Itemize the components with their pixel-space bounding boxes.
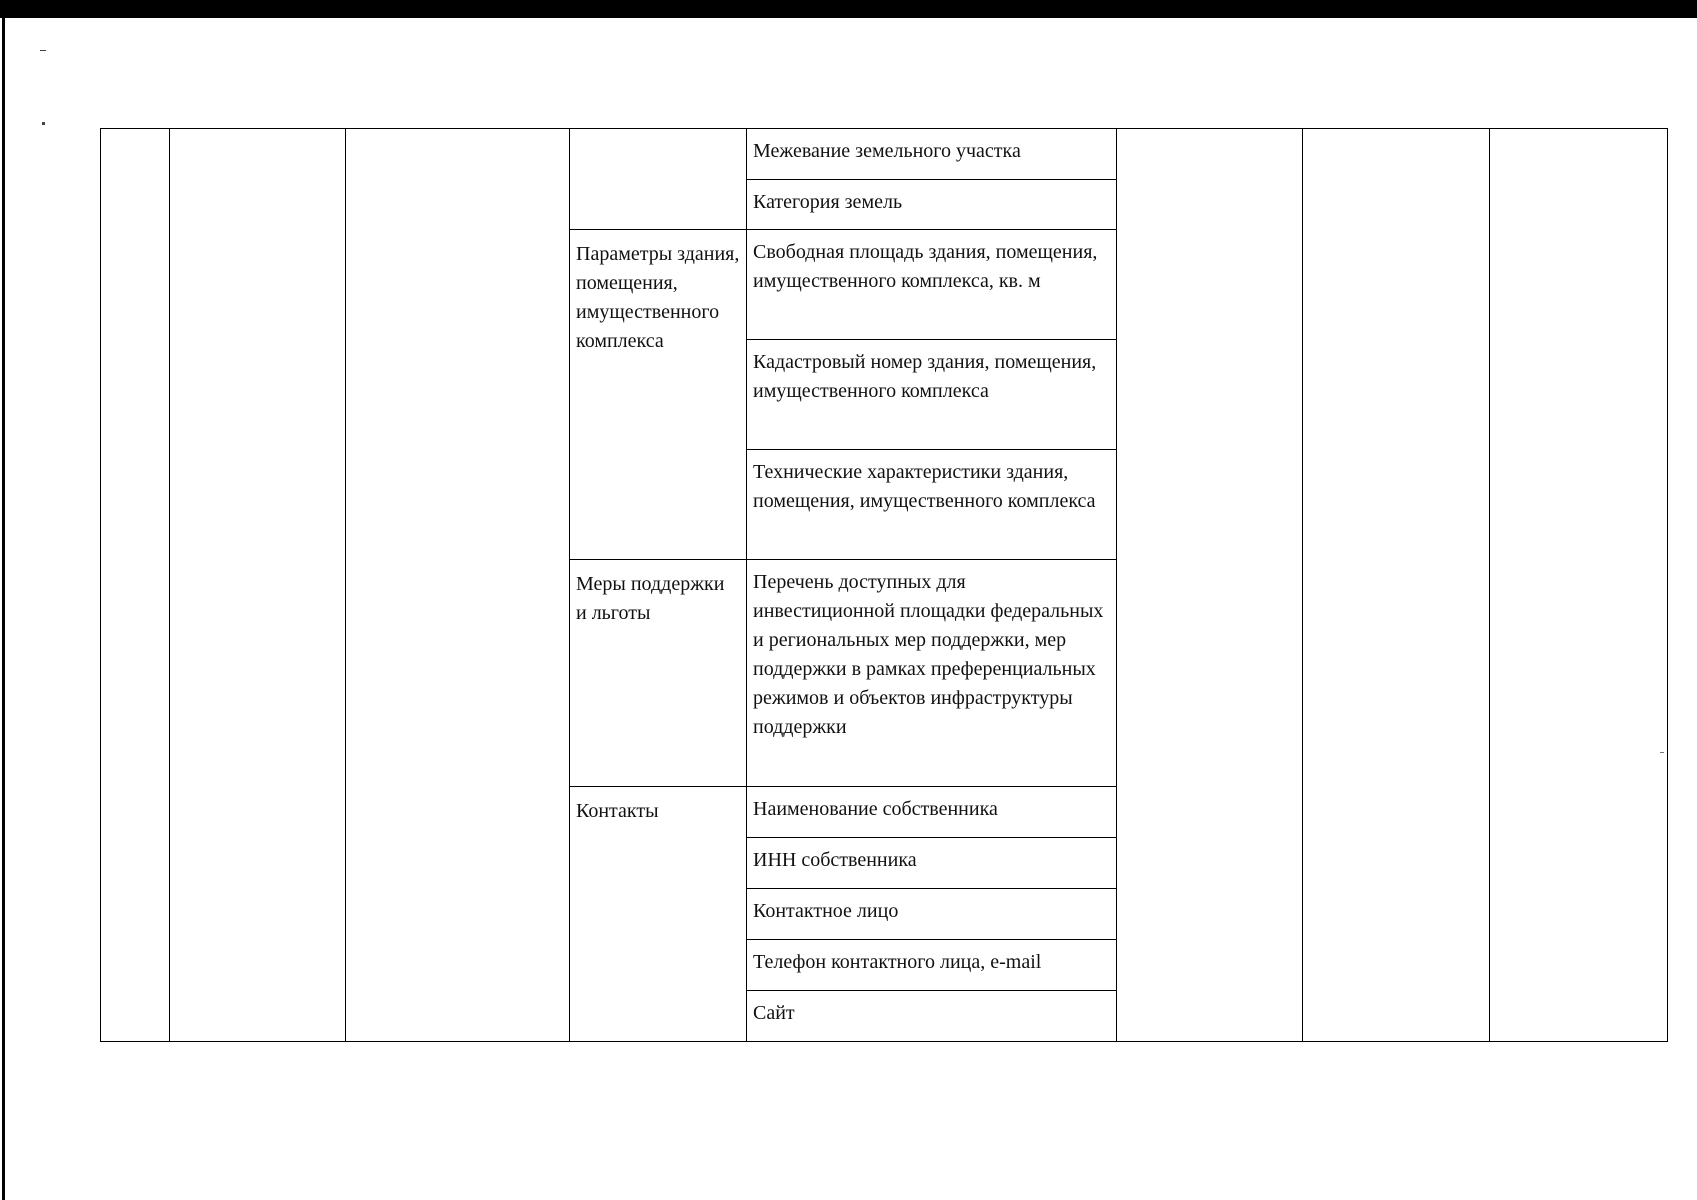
empty-cell — [1117, 129, 1303, 1042]
scan-artifact — [42, 122, 45, 125]
parameter-cell — [747, 940, 1117, 991]
parameter-cell — [747, 340, 1117, 450]
category-cell — [570, 230, 747, 560]
parameter-cell — [747, 450, 1117, 560]
empty-cell — [1490, 129, 1668, 1042]
parameter-cell — [747, 180, 1117, 230]
parameter-label: Технические характеристики здания, помещения, имущественного комплекса — [753, 461, 1096, 512]
parameter-label: Сайт — [753, 1002, 795, 1024]
parameter-label: Перечень доступных для инвестиционной площадки федеральных и региональных мер поддержки, мер поддержки в рамках преференциальных режимов и объектов инфраструктуры поддержки — [753, 571, 1104, 738]
parameter-label: Наименование собственника — [753, 798, 998, 820]
category-label — [570, 129, 746, 147]
empty-cell — [101, 129, 170, 1042]
table-row — [101, 129, 1668, 180]
parameter-cell — [747, 560, 1117, 787]
parameter-label: Кадастровый номер здания, помещения, имущественного комплекса — [753, 351, 1097, 402]
investment-site-parameters-table — [100, 128, 1668, 1042]
parameter-cell — [747, 991, 1117, 1042]
scan-left-border — [2, 0, 5, 1200]
category-cell — [570, 787, 747, 1042]
parameter-label: Контактное лицо — [753, 900, 899, 922]
parameter-cell — [747, 889, 1117, 940]
parameter-label: ИНН собственника — [753, 849, 917, 871]
category-cell — [570, 129, 747, 230]
parameter-label: Свободная площадь здания, помещения, имущественного комплекса, кв. м — [753, 241, 1098, 292]
parameter-label: Категория земель — [753, 191, 903, 213]
empty-cell — [346, 129, 570, 1042]
scan-artifact — [40, 50, 46, 51]
parameter-label: Межевание земельного участка — [753, 140, 1021, 162]
empty-cell — [1303, 129, 1490, 1042]
parameter-cell — [747, 838, 1117, 889]
category-label: Контакты — [576, 800, 659, 822]
parameter-cell — [747, 129, 1117, 180]
parameter-label: Телефон контактного лица, e-mail — [753, 951, 1042, 973]
category-label: Меры поддержки и льготы — [576, 573, 725, 624]
parameter-cell — [747, 230, 1117, 340]
scan-top-border — [0, 0, 1697, 18]
category-cell — [570, 560, 747, 787]
category-label: Параметры здания, помещения, имущественного комплекса — [576, 243, 740, 352]
parameter-cell — [747, 787, 1117, 838]
empty-cell — [170, 129, 346, 1042]
